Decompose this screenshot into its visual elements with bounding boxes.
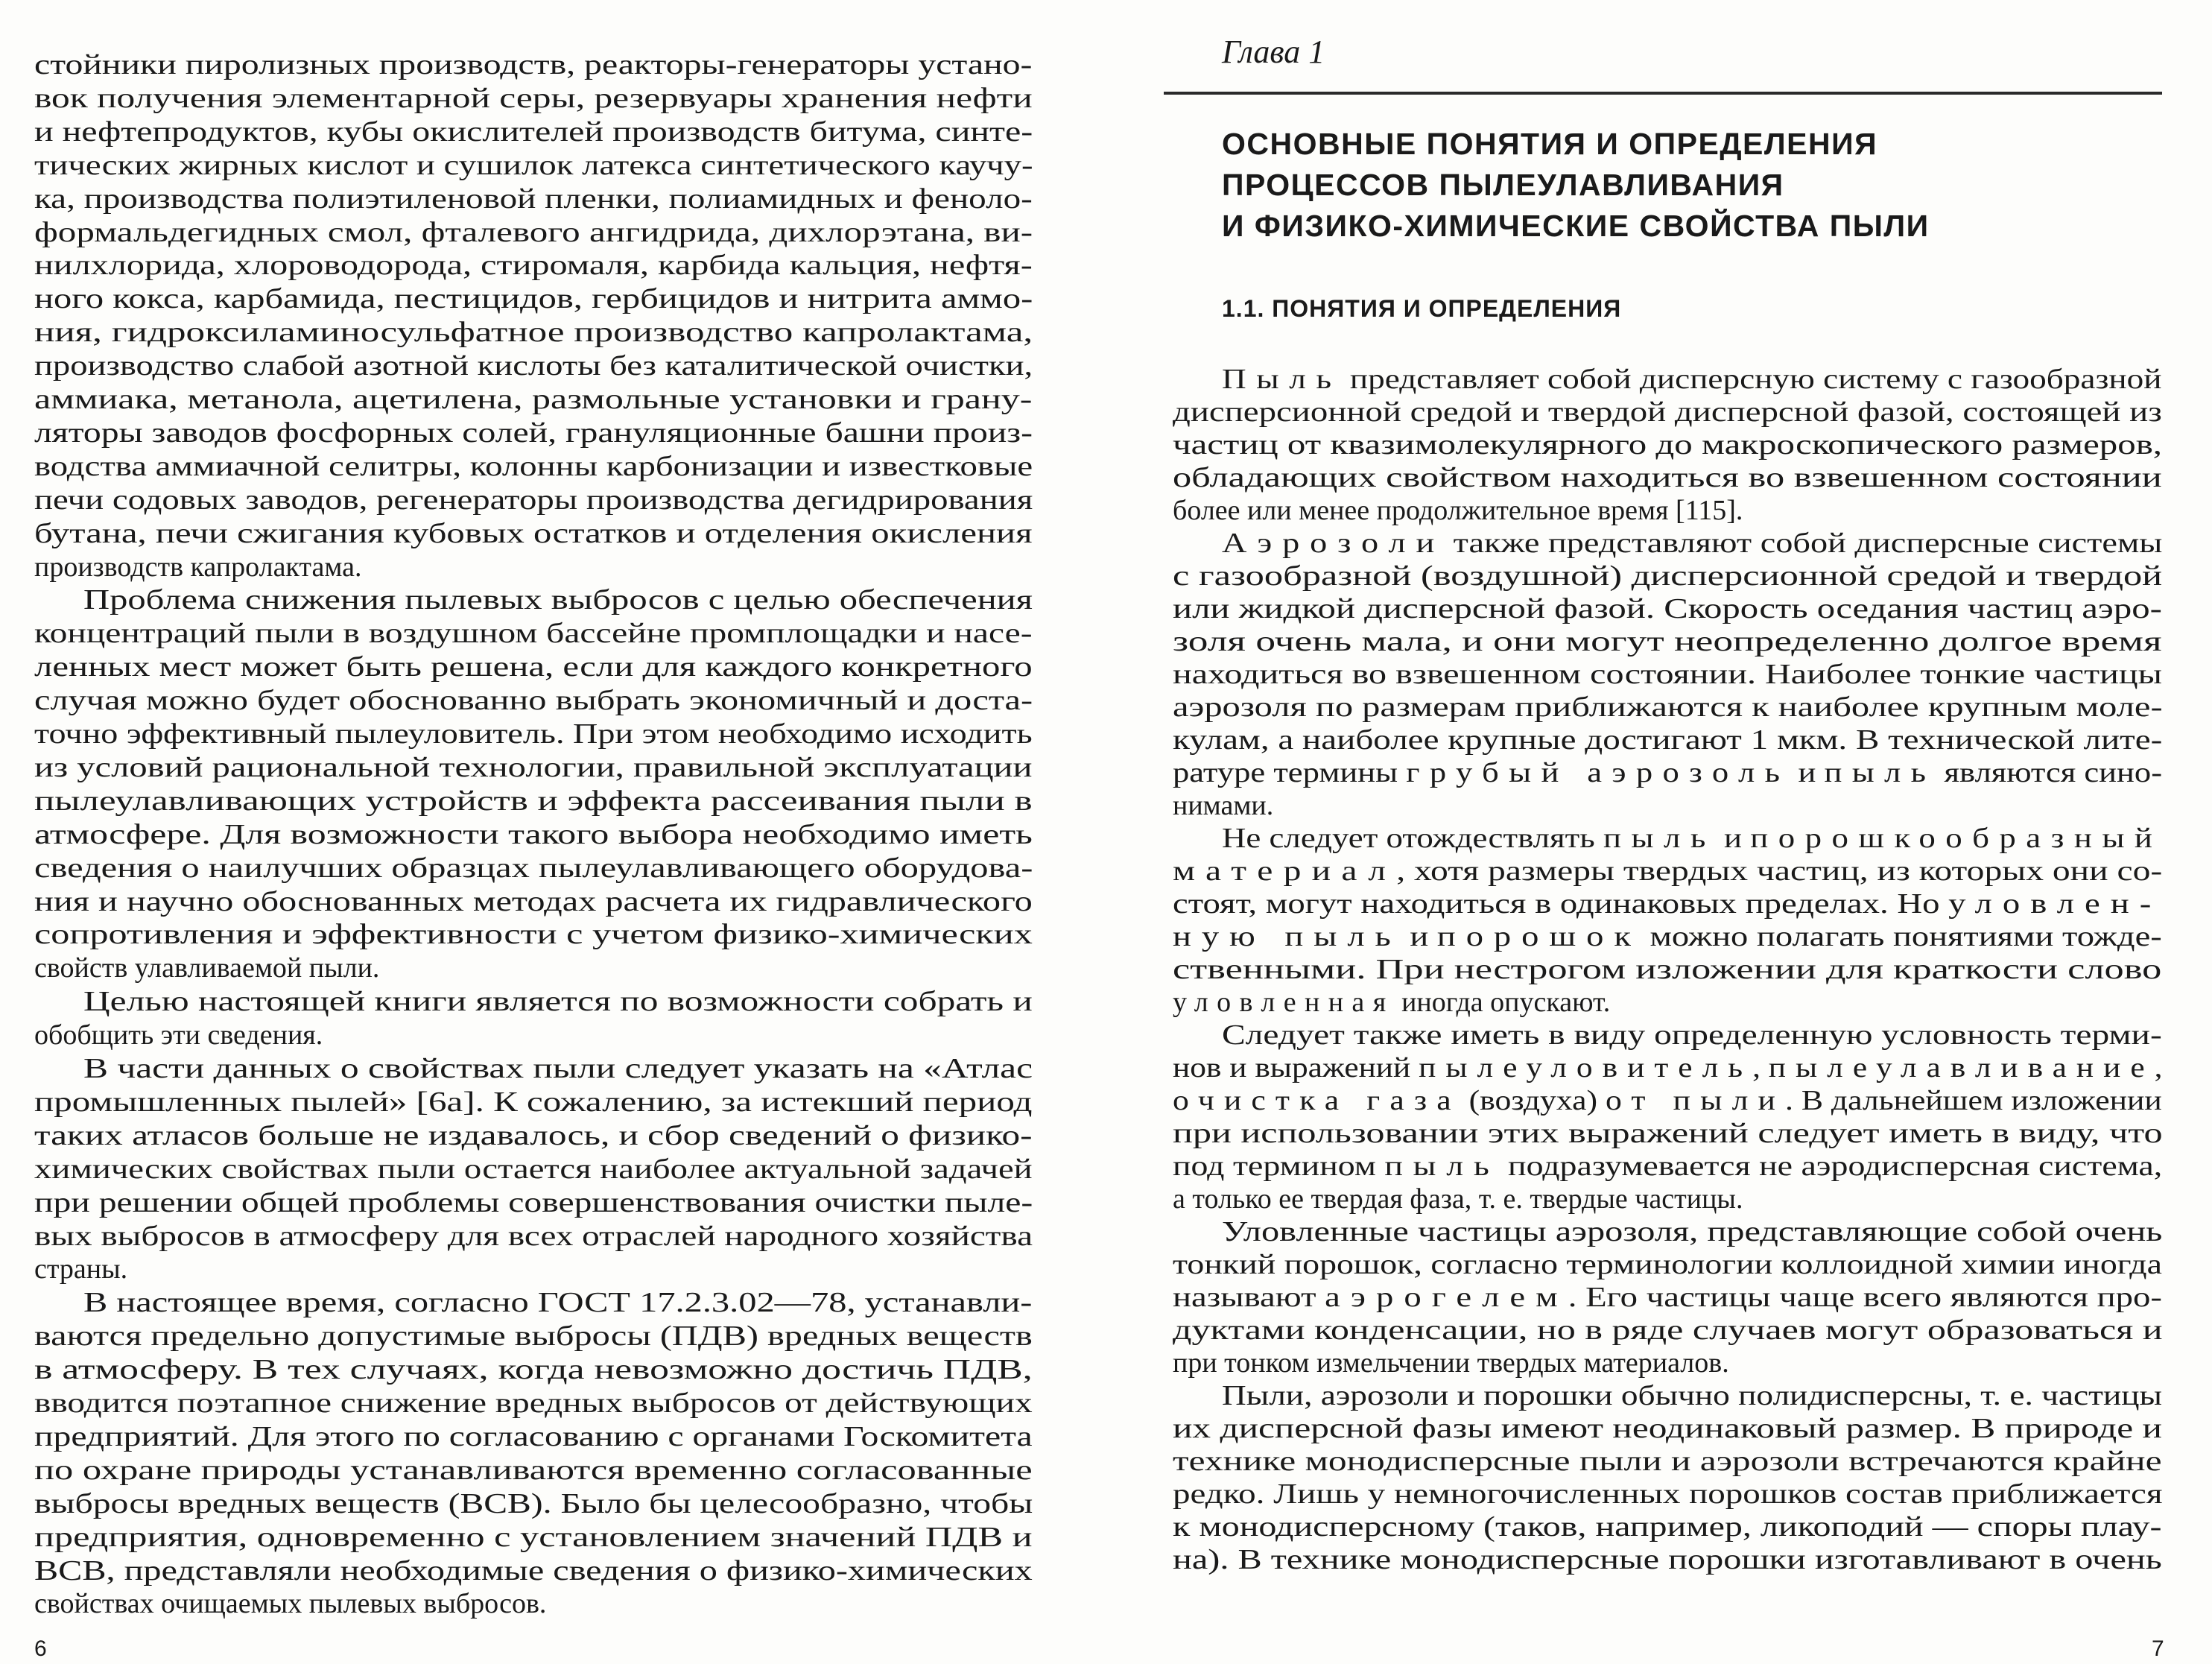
left-text-line: точно эффективный пылеуловитель. При этом необходимо исходить	[34, 718, 1033, 750]
right-text-line	[1173, 693, 2163, 721]
spaced-term: пылеулавливание	[1768, 1052, 2155, 1084]
text-run: представляет собой дисперсную систему с газообразной	[1341, 364, 2162, 395]
right-text-line	[1173, 1513, 2161, 1541]
text-run: нимами.	[1173, 790, 1274, 821]
chapter-title-line-2: ПРОЦЕССОВ ПЫЛЕУЛАВЛИВАНИЯ	[1222, 168, 1784, 202]
right-text-line	[1222, 1218, 2162, 1246]
left-text-line: предприятия, одновременно с установлением значений ПДВ и	[34, 1521, 1033, 1553]
left-text-line: ВСВ, представляли необходимые сведения о физико-химических	[34, 1554, 1033, 1587]
left-text-line: в атмосферу. В тех случаях, когда невозможно достичь ПДВ,	[34, 1354, 1033, 1386]
text-run: стоят, могут находиться в одинаковых пределах. Но	[1173, 888, 1949, 920]
left-text-line: таких атласов больше не издавалось, и сбор сведений о физико-	[34, 1119, 1033, 1151]
chapter-label: Глава 1	[1222, 34, 1325, 70]
chapter-rule	[1164, 92, 2162, 95]
text-run: при использовании этих выражений следует иметь в виду, что	[1173, 1118, 2163, 1149]
right-text-line	[1173, 464, 2162, 492]
left-text-line: пылеулавливающих устройств и эффекта рассеивания пыли в	[34, 785, 1033, 817]
right-text-line	[1222, 529, 2162, 557]
left-text-line: по охране природы устанавливаются временно согласованные	[34, 1454, 1033, 1486]
right-text-line	[1173, 627, 2162, 656]
left-text-line: вводится поэтапное снижение вредных выбросов от действующих	[34, 1388, 1033, 1419]
right-text-line	[1173, 1086, 2162, 1115]
text-run: более или менее продолжительное время [115].	[1173, 495, 1743, 526]
right-text-line	[1173, 988, 1610, 1016]
left-text-line: ка, производства полиэтиленовой пленки, полиамидных и феноло-	[34, 183, 1033, 215]
text-run: ственными. При нестрогом изложении для краткости слово	[1173, 954, 2162, 985]
right-text-line	[1173, 1414, 2162, 1443]
text-run: ,	[2154, 1052, 2163, 1084]
right-text-line	[1173, 562, 2162, 590]
text-run: Не следует отождествлять	[1222, 823, 1603, 854]
text-run: ,	[1752, 1052, 1769, 1084]
left-text-line: обобщить эти сведения.	[34, 1019, 323, 1051]
section-heading: 1.1. ПОНЯТИЯ И ОПРЕДЕЛЕНИЯ	[1222, 295, 1622, 322]
spaced-term: аэрогелем	[1325, 1282, 1568, 1313]
left-text-line: ния и научно обоснованных методах расчета их гидравлического	[34, 885, 1033, 917]
page-number-right: 7	[2152, 1636, 2164, 1661]
left-text-line: производство слабой азотной кислоты без каталитической очистки,	[34, 350, 1033, 382]
left-text-line: ленных мест может быть решена, если для каждого конкретного	[34, 651, 1033, 683]
right-text-line	[1222, 1382, 2162, 1410]
right-text-line	[1173, 857, 2162, 885]
text-run: их дисперсной фазы имеют неодинаковый размер. В природе и	[1173, 1413, 2162, 1444]
spaced-term: ную пыль	[1173, 921, 1401, 952]
text-run: технике монодисперсные пыли и аэрозоли встречаются крайне	[1173, 1446, 2162, 1477]
text-run: и	[1790, 757, 1825, 788]
left-text-line: страны.	[34, 1253, 128, 1285]
left-text-line: формальдегидных смол, фталевого ангидрида, дихлорэтана, ви-	[34, 216, 1033, 248]
right-text-line	[1173, 890, 2161, 918]
left-text-line: выбросы вредных веществ (ВСВ). Было бы целесообразно, чтобы	[34, 1487, 1033, 1519]
spaced-term: Аэрозоли	[1222, 528, 1445, 559]
left-text-line: бутана, печи сжигания кубовых остатков и отделения окисления	[34, 517, 1033, 549]
spaced-term: уловлен-	[1948, 888, 2162, 920]
spaced-term: пыль	[1384, 1151, 1500, 1182]
left-text-line: В настоящее время, согласно ГОСТ 17.2.3.02—78, устанавли-	[83, 1287, 1033, 1319]
left-text-line: промышленных пылей» [6а]. К сожалению, за истекший период	[34, 1086, 1033, 1118]
left-text-line: аммиака, метанола, ацетилена, размольные установки и грану-	[34, 384, 1033, 415]
text-run: частиц от квазимолекулярного до макроскопического размеров,	[1173, 429, 2163, 461]
right-text-line	[1222, 365, 2161, 393]
left-text-line: свойств улавливаемой пыли.	[34, 952, 380, 984]
left-text-line: ваются предельно допустимые выбросы (ПДВ) вредных веществ	[34, 1320, 1033, 1353]
chapter-title-line-3: И ФИЗИКО-ХИМИЧЕСКИЕ СВОЙСТВА ПЫЛИ	[1222, 209, 1930, 243]
left-text-line: нилхлорида, хлороводорода, стиромаля, карбида кальция, нефтя-	[34, 250, 1033, 282]
right-text-line	[1173, 1349, 1729, 1377]
text-run: дисперсионной средой и твердой дисперсной фазой, состоящей из	[1173, 396, 2162, 428]
text-run: находиться во взвешенном состоянии. Наиболее тонкие частицы	[1173, 659, 2162, 690]
text-run: тонкий порошок, согласно терминологии коллоидной химии иногда	[1173, 1249, 2162, 1280]
text-run: при тонком измельчении твердых материалов.	[1173, 1347, 1729, 1379]
right-text-line	[1173, 1316, 2163, 1344]
text-run: обладающих свойством находиться во взвешенном состоянии	[1173, 462, 2162, 493]
right-text-line	[1173, 759, 2162, 787]
text-run: (воздуха)	[1460, 1085, 1606, 1116]
left-text-line: В части данных о свойствах пыли следует указать на «Атлас	[83, 1053, 1033, 1084]
spaced-term: материал	[1173, 855, 1397, 887]
left-text-line: случая можно будет обоснованно выбрать экономичный и доста-	[34, 685, 1033, 717]
left-text-line: ного кокса, карбамида, пестицидов, гербицидов и нитрита аммо-	[34, 283, 1033, 315]
text-run: называют	[1173, 1282, 1325, 1313]
left-text-line: из условий рациональной технологии, правильной эксплуатации	[34, 751, 1033, 783]
right-text-line	[1173, 1546, 2162, 1574]
text-run: Пыли, аэрозоли и порошки обычно полидисперсны, т. е. частицы	[1222, 1380, 2162, 1411]
right-text-line	[1222, 1021, 2162, 1049]
left-text-line: тических жирных кислот и сушилок латекса синтетического каучу-	[34, 149, 1033, 181]
left-text-line: ляторы заводов фосфорных солей, грануляционные башни произ-	[34, 417, 1033, 449]
right-text-line	[1173, 1447, 2162, 1475]
right-text-line	[1222, 824, 2162, 852]
right-text-line	[1173, 496, 1743, 525]
left-text-line: свойствах очищаемых пылевых выбросов.	[34, 1588, 547, 1620]
text-run: к монодисперсному (таков, например, ликоподий — споры плау-	[1173, 1511, 2162, 1543]
spaced-term: порошок	[1436, 921, 1641, 952]
text-run: с газообразной (воздушной) дисперсионной средой и твердой	[1173, 560, 2163, 592]
left-text-line: производств капролактама.	[34, 551, 362, 583]
text-run: . В дальнейшем изложении	[1785, 1085, 2162, 1116]
spaced-term: уловленная	[1173, 987, 1395, 1018]
spaced-term: от пыли	[1606, 1085, 1786, 1116]
right-text-line	[1173, 595, 2162, 623]
left-text-line: водства аммиачной селитры, колонны карбонизации и известковые	[34, 450, 1033, 482]
spaced-term: Пыль	[1222, 364, 1342, 395]
left-text-line: вых выбросов в атмосферу для всех отраслей народного хозяйства	[34, 1220, 1033, 1252]
right-text-line	[1173, 1152, 2162, 1180]
page-number-left: 6	[34, 1636, 47, 1661]
left-text-line: Проблема снижения пылевых выбросов с целью обеспечения	[83, 584, 1033, 616]
left-text-line: стойники пиролизных производств, реакторы-генераторы устано-	[34, 49, 1033, 80]
spaced-term: пыль	[1824, 757, 1936, 788]
text-run: под термином	[1173, 1151, 1385, 1182]
right-text-line	[1173, 726, 2162, 754]
text-run: можно полагать понятиями тожде-	[1641, 921, 2162, 952]
right-text-line	[1173, 1480, 2163, 1508]
text-run: Уловленные частицы аэрозоля, представляющие собой очень	[1222, 1216, 2163, 1247]
right-text-line	[1173, 1119, 2163, 1148]
text-run: и	[1715, 823, 1751, 854]
right-text-line	[1173, 955, 2161, 984]
spaced-term: пылеуловитель	[1419, 1052, 1753, 1084]
text-run: а только ее твердая фаза, т. е. твердые частицы.	[1173, 1183, 1743, 1215]
text-run: подразумевается не аэродисперсная система,	[1499, 1151, 2163, 1182]
left-text-line: сопротивления и эффективности с учетом физико-химических	[34, 919, 1033, 951]
text-run: , хотя размеры твердых частиц, из которых они со-	[1396, 855, 2163, 887]
left-text-line: сведения о наилучших образцах пылеулавливающего оборудова-	[34, 852, 1033, 884]
text-run: и	[1401, 921, 1437, 952]
left-text-line: и нефтепродуктов, кубы окислителей производств битума, синте-	[34, 116, 1033, 148]
text-run: на). В технике монодисперсные порошки изготавливают в очень	[1173, 1544, 2162, 1575]
left-text-line: концентраций пыли в воздушном бассейне промплощадки и насе-	[34, 618, 1033, 650]
text-run: ратуре термины	[1173, 757, 1407, 788]
left-text-line: химических свойствах пыли остается наиболее актуальной задачей	[34, 1153, 1033, 1185]
spaced-term: пыль	[1603, 823, 1716, 854]
left-text-line: вок получения элементарной серы, резервуары хранения нефти	[34, 82, 1033, 114]
text-run: золя очень мала, и они могут неопределенно долгое время	[1173, 626, 2162, 657]
right-text-line	[1173, 1185, 1743, 1213]
left-text-line: Целью настоящей книги является по возможности собрать и	[83, 986, 1033, 1018]
spaced-term: очистка газа	[1173, 1085, 1461, 1116]
text-run: кулам, а наиболее крупные достигают 1 мкм. В технической лите-	[1173, 724, 2163, 756]
text-run: редко. Лишь у немногочисленных порошков состав приближается	[1173, 1478, 2163, 1510]
left-text-line: предприятий. Для этого по согласованию с органами Госкомитета	[34, 1420, 1033, 1452]
text-run: аэрозоля по размерам приближаются к наиболее крупным моле-	[1173, 692, 2163, 723]
text-run: являются сино-	[1936, 757, 2163, 788]
right-text-line	[1173, 791, 1273, 820]
right-text-line	[1173, 431, 2162, 459]
right-text-line	[1173, 1283, 2162, 1312]
left-text-line: ния, гидроксиламиносульфатное производство капролактама,	[34, 317, 1033, 349]
left-text-line: атмосфере. Для возможности такого выбора необходимо иметь	[34, 818, 1033, 850]
text-run: также представляют собой дисперсные системы	[1445, 528, 2163, 559]
right-text-line	[1173, 1250, 2162, 1279]
left-text-line: при решении общей проблемы совершенствования очистки пыле-	[34, 1186, 1033, 1218]
text-run: иногда опускают.	[1394, 987, 1611, 1018]
right-text-line	[1173, 660, 2162, 689]
text-run: . Его частицы чаще всего являются про-	[1568, 1282, 2162, 1313]
text-run: нов и выражений	[1173, 1052, 1419, 1084]
right-text-line	[1173, 1054, 2162, 1082]
text-run: дуктами конденсации, но в ряде случаев могут образоваться и	[1173, 1315, 2163, 1346]
right-text-line	[1173, 398, 2162, 426]
text-run: Следует также иметь в виду определенную условность терми-	[1222, 1019, 2162, 1051]
spaced-term: грубый аэрозоль	[1406, 757, 1790, 788]
left-text-line: печи содовых заводов, регенераторы производства дегидрирования	[34, 484, 1033, 516]
text-run: или жидкой дисперсной фазой. Скорость оседания частиц аэро-	[1173, 593, 2162, 624]
spaced-term: порошкообразный	[1750, 823, 2163, 854]
right-text-line	[1173, 923, 2162, 951]
chapter-title-line-1: ОСНОВНЫЕ ПОНЯТИЯ И ОПРЕДЕЛЕНИЯ	[1222, 127, 1878, 161]
